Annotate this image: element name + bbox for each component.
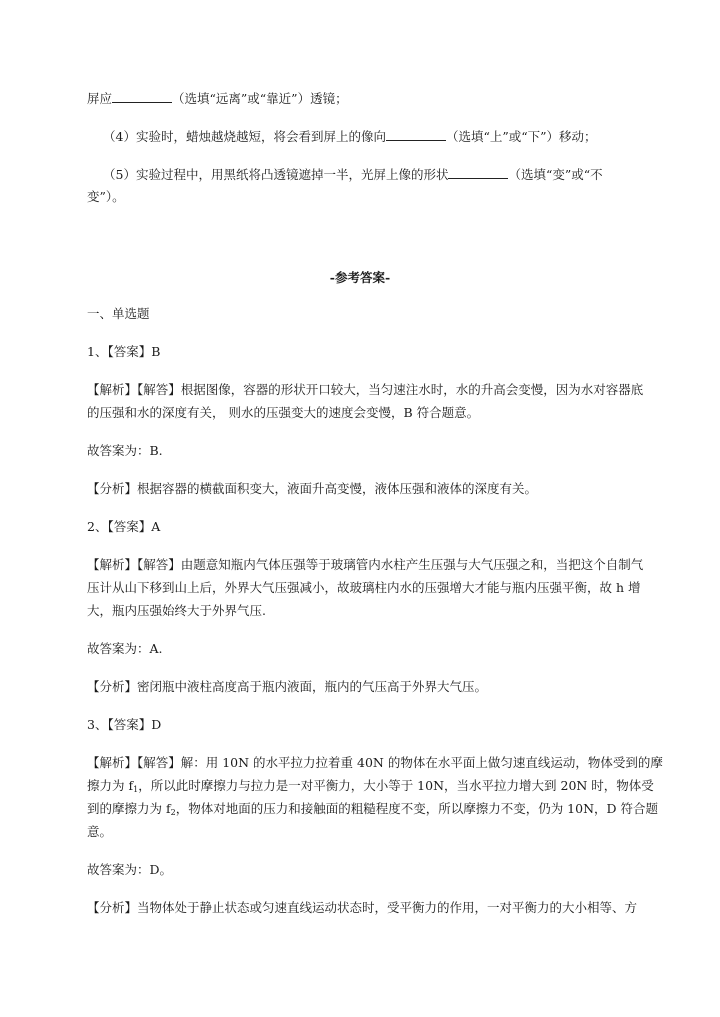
answer-3-head: 3、【答案】D [87, 717, 162, 732]
answer-2-result: 故答案为：A. [87, 641, 163, 656]
answer-1-analysis-cont: 的压强和水的深度有关， 则水的压强变大的速度会变慢，B 符合题意。 [87, 405, 480, 420]
question-5-continued: 变”）。 [87, 189, 125, 204]
question-4: （4）实验时，蜡烛越烧越短，将会看到屏上的像向 （选填“上”或“下”）移动； [103, 129, 597, 144]
answer-1-analysis: 【解析】【解答】根据图像，容器的形状开口较大，当匀速注水时，水的升高会变慢，因为水对容器底 [87, 382, 644, 397]
section-heading: 一、单选题 [87, 306, 150, 321]
answer-2-analysis-cont: 压计从山下移到山上后，外界大气压强减小，故玻璃柱内水的压强增大才能与瓶内压强平衡，故 h 增 [87, 580, 641, 595]
answer-3-analysis-cont2: 到的摩擦力为 $f_2$，物体对地面的压力和接触面的粗糙程度不变，所以摩擦力不变，仍为 10N，D 符合题 [87, 801, 659, 817]
answer-3-analysis-cont3: 意。 [87, 824, 113, 839]
answer-1-review: 【分析】根据容器的横截面积变大，液面升高变慢，液体压强和液体的深度有关。 [87, 481, 538, 496]
answer-1-result: 故答案为：B. [87, 443, 163, 458]
answer-3-analysis-cont: 擦力为 $f_1$，所以此时摩擦力与拉力是一对平衡力，大小等于 10N，当水平拉力增大到 20N 时，物体受 [87, 778, 654, 794]
answer-3-result: 故答案为：D。 [87, 862, 173, 877]
question-5: （5）实验过程中，用黑纸将凸透镜遮掉一半，光屏上像的形状 （选填“变”或“不 [103, 167, 603, 182]
answer-2-head: 2、【答案】A [87, 519, 161, 534]
answer-blank[interactable] [112, 90, 172, 103]
answer-2-review: 【分析】密闭瓶中液柱高度高于瓶内液面，瓶内的气压高于外界大气压。 [87, 679, 488, 694]
answer-2-analysis: 【解析】【解答】由题意知瓶内气体压强等于玻璃管内水柱产生压强与大气压强之和，当把这个自制气 [87, 557, 644, 572]
answers-title: -参考答案- [329, 270, 391, 285]
answer-1-head: 1、【答案】B [87, 344, 161, 359]
question-line-1: 屏应 （选填“远离”或“靠近”）透镜； [87, 91, 348, 106]
answer-2-analysis-cont2: 大，瓶内压强始终大于外界气压. [87, 603, 266, 618]
answer-3-review: 【分析】当物体处于静止状态或匀速直线运动状态时，受平衡力的作用，一对平衡力的大小相等、方 [87, 900, 638, 915]
answer-blank[interactable] [386, 128, 446, 141]
answer-3-analysis: 【解析】【解答】解：用 10N 的水平拉力拉着重 40N 的物体在水平面上做匀速直线运动，物体受到的摩 [87, 755, 663, 770]
answer-blank[interactable] [448, 166, 508, 179]
